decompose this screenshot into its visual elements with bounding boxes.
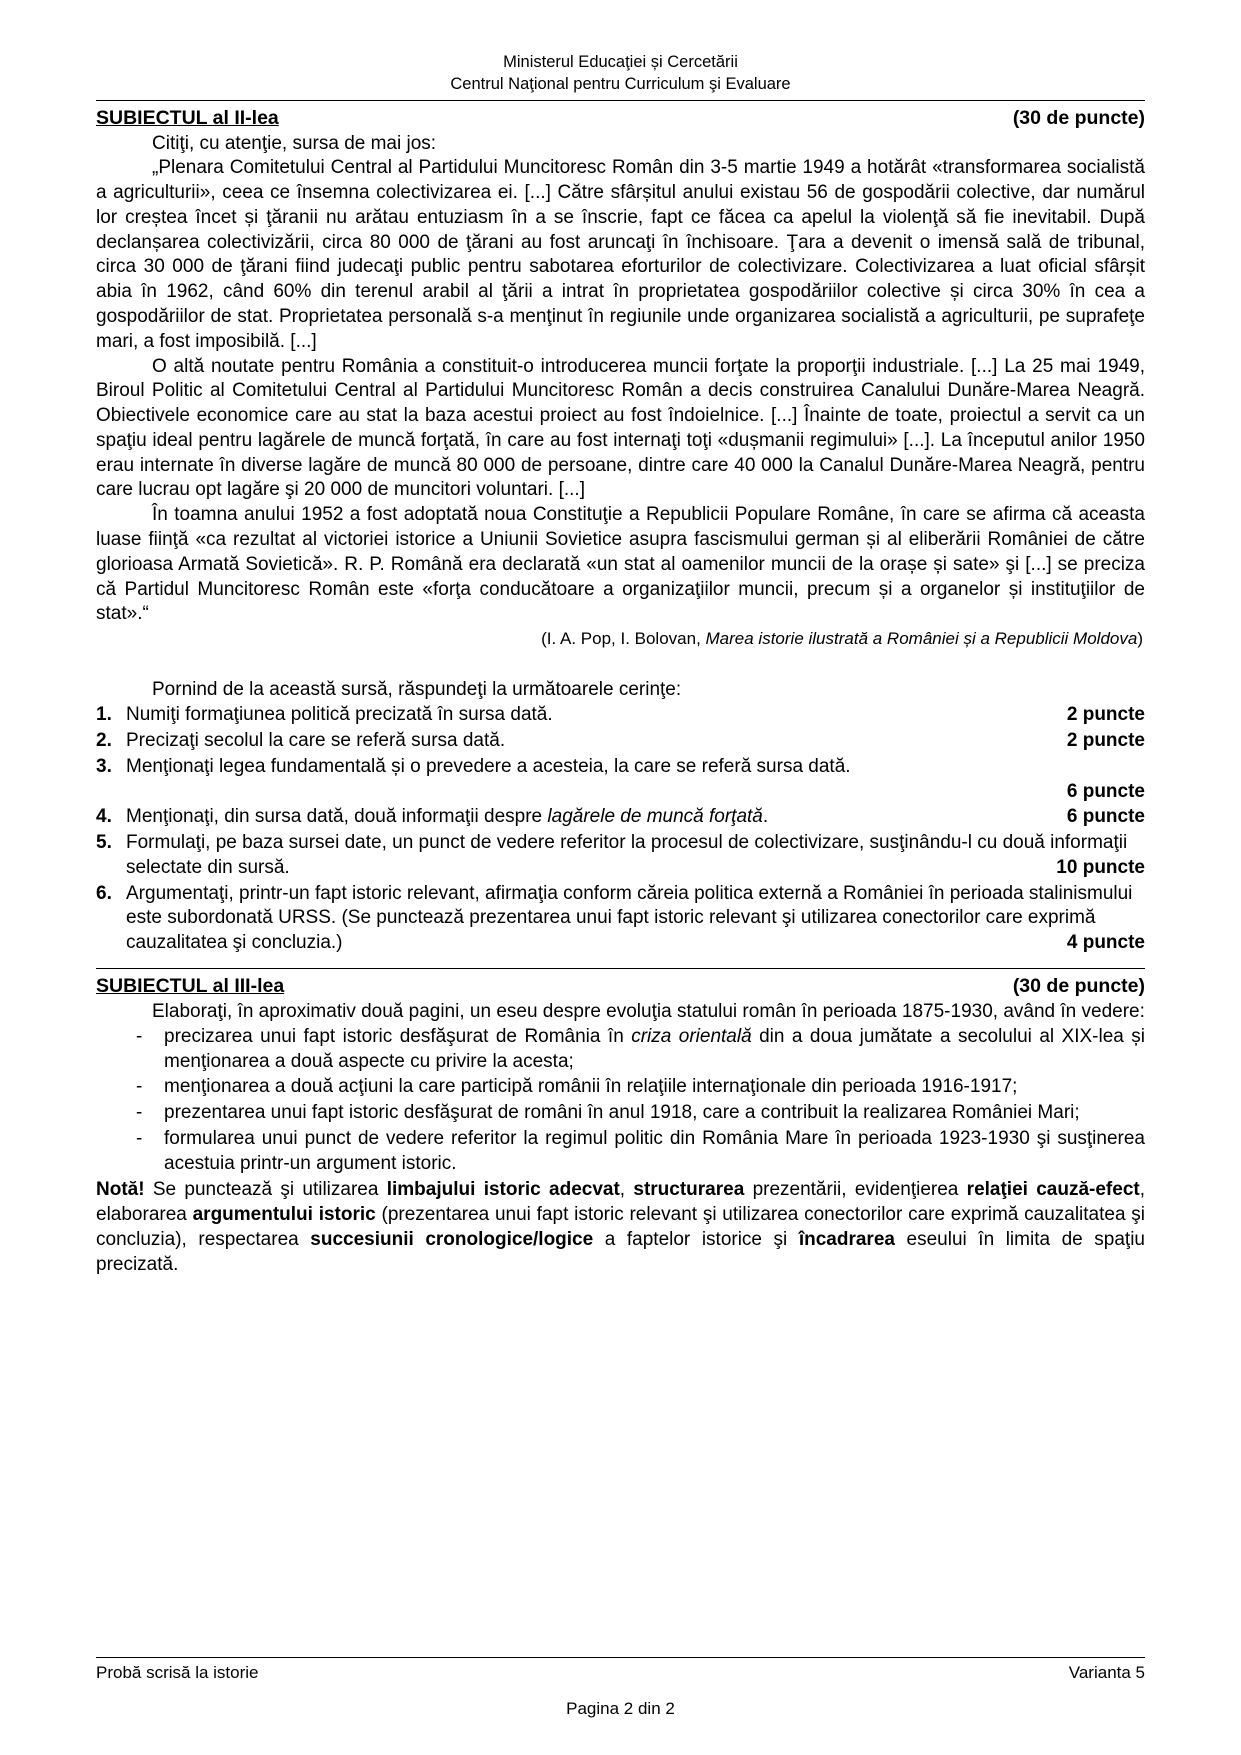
subject-3-intro: Elaboraţi, în aproximativ două pagini, un eseu despre evoluţia statului român în perioada 1875-1930, având în vedere: — [152, 1000, 1145, 1022]
question-text: Numiţi formaţiunea politică precizată în sursa dată. — [126, 704, 553, 726]
header-ministry: Ministerul Educaţiei și Cercetării — [503, 53, 738, 71]
question-item-5 — [96, 831, 1145, 881]
question-points: 4 puncte — [1066, 932, 1145, 954]
subject-2-title: SUBIECTUL al II-lea — [96, 106, 279, 129]
document-header — [96, 52, 1145, 96]
question-item-4 — [96, 805, 1145, 830]
source-paragraph-2: O altă noutate pentru România a constituit-o introducerea muncii forţate la proporţii industriale. [...] La 25 mai 1949, Biroul Politic al Comitetului Central al Partidului Muncitoresc Român a decis construirea Canalului Dunăre-Marea Neagră. Obiectivele economice care au stat la baza acestui proiect au fost îndoielnice. [...] Înainte de toate, proiectul a servit ca un spaţiu ideal pentru lagărele de muncă forţată, în care au fost internaţi toţi «dușmanii regimului» [...]. La începutul anilor 1950 erau internate în diverse lagăre de muncă 80 000 de persoane, dintre care 40 000 la Canalul Dunăre-Marea Neagră, pentru care lucrau opt lagăre şi 20 000 de muncitori voluntari. [...] — [96, 355, 1145, 501]
footer-page-number: Pagina 2 din 2 — [566, 1699, 675, 1718]
footer-divider — [96, 1657, 1145, 1658]
question-text-post: . — [762, 806, 769, 828]
question-text: Precizaţi secolul la care se referă sursa dată. — [126, 729, 506, 751]
subject-3-divider — [96, 968, 1145, 969]
question-number: 3. — [96, 755, 112, 777]
note-seg-1: Se punctează şi utilizarea — [144, 1179, 387, 1201]
question-text — [126, 805, 1055, 830]
essay-item-text: formularea unui punct de vedere referitor la regimul politic din România Mare în perioada 1923-1930 şi susţinerea acestuia printr-un argument istoric. — [164, 1127, 1145, 1174]
question-text: Formulaţi, pe baza sursei date, un punct de vedere referitor la procesul de colectivizare, susţinându-l cu două informaţii selectate din sursă. — [126, 832, 1128, 878]
question-number: 5. — [96, 832, 112, 854]
essay-item-text: prezentarea unui fapt istoric desfăşurat de români în anul 1918, care a contribuit la realizarea României Mari; — [164, 1102, 1080, 1124]
question-item-6 — [96, 882, 1145, 956]
essay-item-2 — [96, 1075, 1145, 1100]
note-seg-7: eseului în limita de spaţiu precizată. — [96, 1229, 1145, 1275]
question-text-pre: Menţionaţi, din sursa dată, două informaţii despre — [126, 806, 548, 828]
bullet-dash: - — [136, 1076, 143, 1098]
attribution-close: ) — [1137, 629, 1143, 649]
subject-2-heading — [96, 107, 1145, 130]
essay-text-pre: precizarea unui fapt istoric desfăşurat de România în — [164, 1025, 632, 1047]
essay-item-text — [164, 1025, 1145, 1075]
essay-item-3 — [96, 1101, 1145, 1126]
question-item-1 — [96, 703, 1145, 728]
question-points: 2 puncte — [1066, 729, 1145, 751]
question-text: Argumentaţi, printr-un fapt istoric relevant, afirmaţia conform căreia politica externă a României în perioada stalinismului este subordonată URSS. (Se punctează prezentarea unui fapt istoric relevant şi utilizarea conectorilor care exprimă cauzalitatea şi concluzia.) — [126, 882, 1133, 954]
questions-prompt: Pornind de la această sursă, răspundeţi la următoarele cerinţe: — [152, 679, 682, 701]
note-paragraph — [96, 1178, 1145, 1277]
essay-item-text: menţionarea a două acţiuni la care participă românii în relaţiile internaţionale din perioada 1916-1917; — [164, 1076, 1018, 1098]
header-divider — [96, 100, 1145, 101]
essay-item-4 — [96, 1127, 1145, 1177]
question-text: Menţionaţi legea fundamentală și o prevedere a acesteia, la care se referă sursa dată. — [126, 755, 851, 777]
document-footer — [96, 1657, 1145, 1719]
question-points: 10 puncte — [1056, 856, 1145, 878]
question-number: 4. — [96, 806, 112, 828]
essay-text-italic: criza orientală — [631, 1025, 752, 1047]
question-text-italic: lagărele de muncă forţată — [547, 806, 763, 828]
essay-item-1 — [96, 1025, 1145, 1075]
note-label: Notă! — [96, 1179, 145, 1201]
bullet-dash: - — [136, 1127, 143, 1149]
note-bold-3: relaţiei cauză-efect — [966, 1179, 1140, 1201]
question-item-3 — [96, 755, 1145, 805]
note-seg-2: , — [619, 1179, 634, 1201]
note-bold-2: structurarea — [633, 1179, 745, 1201]
subject-3-heading — [96, 975, 1145, 998]
source-attribution — [96, 629, 1145, 649]
bullet-dash: - — [136, 1025, 143, 1047]
note-bold-5: succesiunii cronologice/logice — [310, 1229, 594, 1250]
note-seg-5: (prezentarea unui fapt istoric relevant şi utilizarea conectorilor care exprimă cauzalitatea şi concluzia), respectarea — [96, 1204, 1146, 1250]
footer-variant: Varianta 5 — [1068, 1663, 1145, 1682]
note-bold-1: limbajului istoric adecvat — [386, 1179, 620, 1201]
subject-2-instruction: Citiţi, cu atenţie, sursa de mai jos: — [152, 132, 437, 154]
source-paragraph-3: În toamna anului 1952 a fost adoptată noua Constituţie a Republicii Populare Române, în care se afirma că aceasta luase fiinţă «ca rezultat al victoriei istorice a Uniunii Sovietice asupra fascismului german și al eliberării României de către glorioasa Armată Sovietică». R. P. Română era declarată «un stat al oamenilor muncii de la orașe și sate» şi [...] se preciza că Partidul Muncitoresc Român este «forţa conducătoare a organizaţiilor muncii, precum și a organelor și instituţiilor de stat».“ — [96, 504, 1145, 625]
subject-3-points: (30 de puncte) — [1012, 974, 1145, 997]
footer-exam-name: Probă scrisă la istorie — [96, 1663, 259, 1682]
source-paragraph-1: „Plenara Comitetului Central al Partidului Muncitoresc Român din 3-5 martie 1949 a hotărât «transformarea socialistă a agriculturii», ceea ce însemna colectivizarea ei. [...] Către sfârșitul anului existau 56 de gospodării colective, dar numărul lor creștea încet și ţăranii nu arătau entuziasm în a se înscrie, fapt ce făcea ca apelul la violenţă să fie inevitabil. După declanșarea colectivizării, circa 80 000 de ţărani au fost aruncaţi în închisoare. Ţara a devenit o imensă sală de tribunal, circa 30 000 de ţărani fiind judecaţi public pentru sabotarea eforturilor de colectivizare. Colectivizarea a luat oficial sfârșit abia în 1962, când 60% din terenul arabil al ţării a intrat în proprietatea gospodăriilor colective și circa 30% în cea a gospodăriilor de stat. Proprietatea personală s-a menţinut în regiunile unde organizarea socialistă a agriculturii, pe suprafeţe mari, a fost imposibilă. [...] — [96, 157, 1145, 352]
note-seg-6: a faptelor istorice şi — [593, 1229, 799, 1250]
question-points: 6 puncte — [1066, 806, 1145, 828]
note-bold-4: argumentului istoric — [192, 1204, 376, 1226]
note-seg-3: prezentării, evidenţierea — [744, 1179, 967, 1201]
question-points: 2 puncte — [1066, 704, 1145, 726]
essay-text-post: din a doua jumătate a secolului al XIX-lea și menţionarea a două aspecte cu privire la acesta; — [164, 1025, 1146, 1072]
attribution-work: Marea istorie ilustrată a României și a Republicii Moldova — [705, 629, 1138, 649]
question-points: 6 puncte — [1066, 780, 1145, 802]
question-item-2 — [96, 729, 1145, 754]
subject-2-points: (30 de puncte) — [1012, 106, 1145, 129]
question-number: 2. — [96, 729, 112, 751]
note-seg-4: , elaborarea — [96, 1179, 1145, 1226]
question-number: 6. — [96, 882, 112, 904]
note-bold-6: încadrarea — [798, 1229, 895, 1250]
subject-3-title: SUBIECTUL al III-lea — [96, 974, 285, 997]
header-center: Centrul Naţional pentru Curriculum şi Evaluare — [450, 74, 791, 93]
bullet-dash: - — [136, 1102, 143, 1124]
questions-list — [96, 703, 1145, 956]
essay-requirements-list — [96, 1025, 1145, 1177]
attribution-authors: (I. A. Pop, I. Bolovan, — [541, 629, 706, 649]
question-number: 1. — [96, 704, 112, 726]
